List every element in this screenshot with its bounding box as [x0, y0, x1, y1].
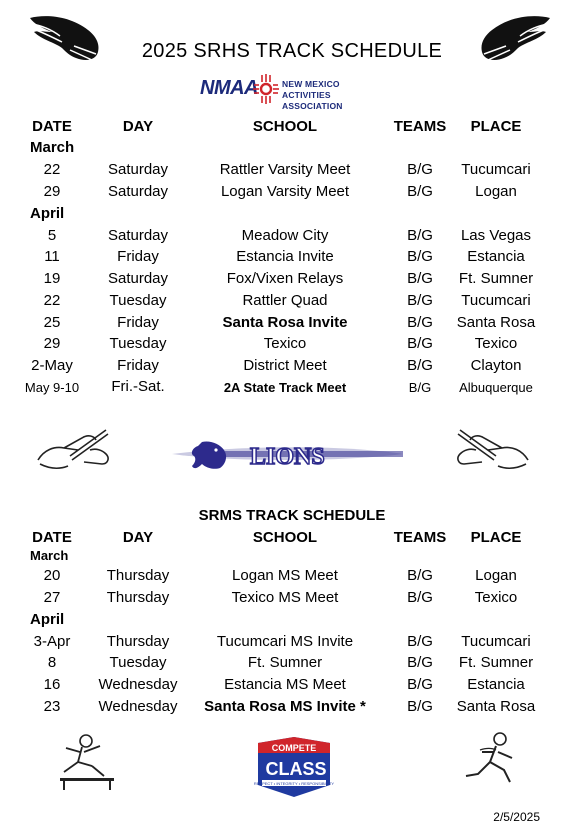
row-teams: B/G	[407, 633, 433, 650]
row-day: Wednesday	[98, 676, 178, 693]
row-date: 16	[43, 676, 61, 693]
row-place: Logan	[475, 567, 517, 584]
row-teams: B/G	[408, 380, 432, 395]
row-school: 2A State Track Meet	[223, 380, 347, 395]
row-day: Saturday	[107, 227, 169, 244]
header-school: SCHOOL	[252, 529, 318, 546]
row-teams: B/G	[407, 292, 433, 309]
row-place: Texico	[474, 335, 518, 352]
row-date: 3-Apr	[33, 633, 71, 650]
row-day: Thursday	[106, 567, 170, 584]
row-school: Texico MS Meet	[231, 589, 339, 606]
table-row	[0, 654, 584, 675]
row-teams: B/G	[407, 270, 433, 287]
row-school: Estancia Invite	[236, 248, 334, 265]
row-school: Estancia MS Meet	[224, 676, 346, 693]
page-title: 2025 SRHS TRACK SCHEDULE	[141, 40, 443, 62]
header-date: DATE	[32, 529, 72, 546]
row-day: Saturday	[107, 270, 169, 287]
row-date: 19	[43, 270, 61, 287]
compete-line1: COMPETE	[271, 743, 317, 753]
ms-month-march: March	[30, 548, 69, 563]
row-place: Ft. Sumner	[458, 270, 534, 287]
row-school: District Meet	[243, 357, 327, 374]
nmaa-line2: ACTIVITIES ASSOCIATION	[282, 90, 343, 111]
row-place: Tucumcari	[461, 161, 531, 178]
nmaa-line1: NEW MEXICO	[282, 79, 340, 89]
row-date: 29	[43, 183, 61, 200]
row-school: Texico	[263, 335, 307, 352]
row-date: 5	[47, 227, 57, 244]
row-teams: B/G	[407, 314, 433, 331]
lions-banner-text: LIONS	[250, 444, 325, 470]
row-teams: B/G	[407, 698, 433, 715]
header-teams: TEAMS	[393, 118, 447, 135]
header-teams: TEAMS	[393, 529, 447, 546]
row-date: 29	[43, 335, 61, 352]
header-day: DAY	[122, 529, 154, 546]
row-teams: B/G	[407, 161, 433, 178]
table-row	[0, 698, 584, 719]
row-place: Santa Rosa	[456, 698, 536, 715]
header-place: PLACE	[470, 529, 522, 546]
row-date: 2-May	[31, 357, 73, 374]
row-school: Ft. Sumner	[247, 654, 323, 671]
ms-header-row	[0, 529, 584, 550]
row-place: Santa Rosa	[456, 314, 536, 331]
row-teams: B/G	[407, 654, 433, 671]
compete-line2: CLASS	[265, 759, 327, 779]
table-row	[0, 676, 584, 697]
row-place: Estancia	[467, 248, 525, 265]
row-date: 22	[43, 292, 61, 309]
row-day: Saturday	[107, 161, 169, 178]
table-row	[0, 589, 584, 610]
row-place: Tucumcari	[461, 292, 531, 309]
table-row	[0, 380, 584, 401]
ms-month-april: April	[30, 611, 65, 628]
table-row	[0, 161, 584, 182]
header-day: DAY	[122, 118, 154, 135]
row-date: May 9-10	[24, 380, 80, 395]
row-teams: B/G	[407, 676, 433, 693]
row-day: Friday	[117, 357, 159, 374]
row-day: Thursday	[106, 633, 170, 650]
table-row	[0, 183, 584, 204]
row-teams: B/G	[407, 227, 433, 244]
row-school: Logan Varsity Meet	[220, 183, 350, 200]
runner-icon	[460, 730, 532, 792]
header-place: PLACE	[470, 118, 522, 135]
row-teams: B/G	[407, 248, 433, 265]
row-day: Thursday	[106, 589, 170, 606]
row-day: Tuesday	[109, 292, 167, 309]
row-day: Tuesday	[109, 654, 167, 671]
row-teams: B/G	[407, 183, 433, 200]
table-row	[0, 567, 584, 588]
row-place: Texico	[474, 589, 518, 606]
hs-month-april: April	[30, 205, 65, 222]
ms-section-title: SRMS TRACK SCHEDULE	[198, 507, 386, 524]
row-teams: B/G	[407, 567, 433, 584]
row-date: 22	[43, 161, 61, 178]
table-row	[0, 335, 584, 356]
table-row	[0, 633, 584, 654]
row-school: Santa Rosa Invite	[222, 314, 348, 331]
row-place: Albuquerque	[459, 380, 533, 395]
row-school: Rattler Varsity Meet	[219, 161, 351, 178]
row-date: 11	[44, 248, 60, 265]
table-row	[0, 227, 584, 248]
header-school: SCHOOL	[252, 118, 318, 135]
row-school: Logan MS Meet	[232, 567, 338, 584]
row-day: Friday	[117, 248, 159, 265]
header-date: DATE	[32, 118, 72, 135]
row-place: Logan	[475, 183, 517, 200]
table-row	[0, 270, 584, 291]
row-day: Friday	[117, 314, 159, 331]
row-place: Tucumcari	[461, 633, 531, 650]
row-date: 27	[43, 589, 61, 606]
table-row	[0, 248, 584, 269]
relay-handoff-left-icon	[34, 420, 114, 476]
table-row	[0, 357, 584, 378]
row-school: Fox/Vixen Relays	[226, 270, 344, 287]
table-row	[0, 314, 584, 335]
row-day: Wednesday	[98, 698, 178, 715]
row-school: Meadow City	[241, 227, 329, 244]
hurdler-icon	[52, 732, 124, 794]
nmaa-logo	[200, 73, 390, 113]
row-place: Clayton	[470, 357, 522, 374]
row-school: Santa Rosa MS Invite *	[204, 698, 366, 715]
row-school: Rattler Quad	[242, 292, 328, 309]
nmaa-subtitle	[282, 79, 390, 112]
row-teams: B/G	[407, 589, 433, 606]
lions-banner	[170, 436, 405, 472]
row-place: Ft. Sumner	[458, 654, 534, 671]
row-date: 25	[43, 314, 61, 331]
row-teams: B/G	[407, 357, 433, 374]
row-place: Estancia	[467, 676, 525, 693]
lion-head-icon	[192, 441, 226, 468]
row-teams: B/G	[407, 335, 433, 352]
row-date: 8	[47, 654, 57, 671]
row-date: 20	[43, 567, 61, 584]
row-day: Saturday	[107, 183, 169, 200]
hs-header-row	[0, 118, 584, 139]
relay-handoff-right-icon	[452, 420, 532, 476]
row-place: Las Vegas	[460, 227, 532, 244]
hs-month-march: March	[30, 139, 75, 156]
zia-sun-icon	[253, 73, 279, 105]
compete-with-class-logo	[252, 733, 336, 801]
row-school: Tucumcari MS Invite	[216, 633, 354, 650]
nmaa-logo-text: NMAA	[200, 77, 258, 99]
compete-line3: RESPECT • INTEGRITY • RESPONSIBILITY	[253, 781, 335, 786]
footer-date: 2/5/2025	[493, 810, 540, 824]
row-day: Tuesday	[109, 335, 167, 352]
table-row	[0, 292, 584, 313]
row-date: 23	[43, 698, 61, 715]
row-day: Fri.-Sat.	[111, 378, 165, 395]
